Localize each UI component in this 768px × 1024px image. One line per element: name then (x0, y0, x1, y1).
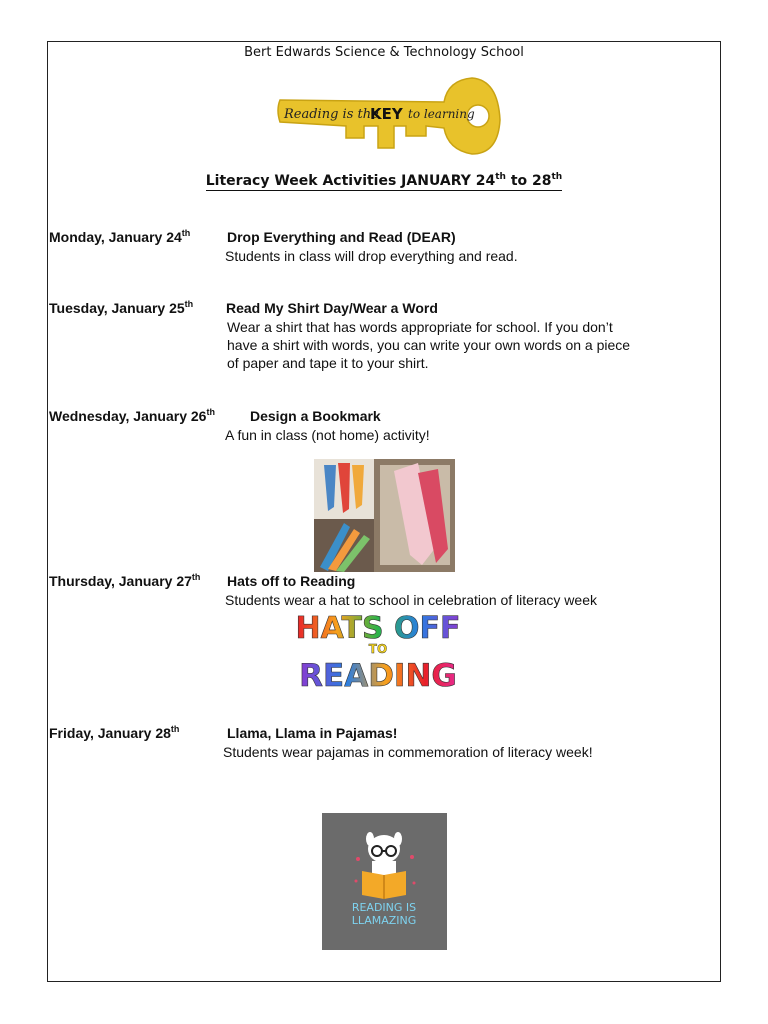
hats-off-to-reading-graphic (295, 608, 461, 694)
reading-is-llamazing-poster (322, 813, 447, 950)
page-title (48, 173, 720, 189)
key-text-key: KEY (370, 105, 403, 123)
activity-wednesday: Design a Bookmark (250, 408, 381, 424)
description-thursday: Students wear a hat to school in celebration of literacy week (225, 592, 597, 608)
description-friday: Students wear pajamas in commemoration of literacy week! (223, 744, 593, 760)
school-name: Bert Edwards Science & Technology School (244, 45, 524, 60)
heading-prefix: Literacy Week Activities JANUARY 24 (205, 173, 496, 189)
bookmark-photo (314, 459, 455, 572)
key-text-part1: Reading is the (284, 107, 379, 122)
activity-tuesday: Read My Shirt Day/Wear a Word (226, 300, 438, 316)
reading-key-banner (276, 76, 502, 164)
heading-sup2: th (551, 172, 563, 182)
activity-monday: Drop Everything and Read (DEAR) (227, 229, 456, 245)
activity-thursday: Hats off to Reading (227, 573, 356, 589)
heading-mid: to 28 (505, 173, 552, 189)
description-wednesday: A fun in class (not home) activity! (225, 427, 430, 443)
day-thursday: Thursday, January 27th (49, 572, 201, 589)
activity-friday: Llama, Llama in Pajamas! (227, 725, 398, 741)
poster-line2: LLAMAZING (351, 914, 417, 927)
document-page (47, 41, 721, 982)
day-wednesday: Wednesday, January 26th (49, 407, 215, 424)
description-monday: Students in class will drop everything and read. (225, 248, 518, 264)
hats-off-line1: HATS OFF (295, 611, 461, 646)
day-tuesday: Tuesday, January 25th (49, 299, 194, 316)
key-text-part2: to learning (408, 107, 475, 121)
poster-line1: READING IS (351, 901, 417, 914)
day-monday: Monday, January 24th (49, 228, 191, 245)
heading-sup1: th (495, 172, 506, 182)
day-friday: Friday, January 28th (49, 724, 180, 741)
description-tuesday: Wear a shirt that has words appropriate for school. If you don’t have a shirt with words, you can write your own words on a piece of paper and tape it to your shirt. (227, 319, 631, 371)
hats-off-line2: TO (368, 642, 388, 656)
hats-off-line3: READING (299, 658, 457, 694)
